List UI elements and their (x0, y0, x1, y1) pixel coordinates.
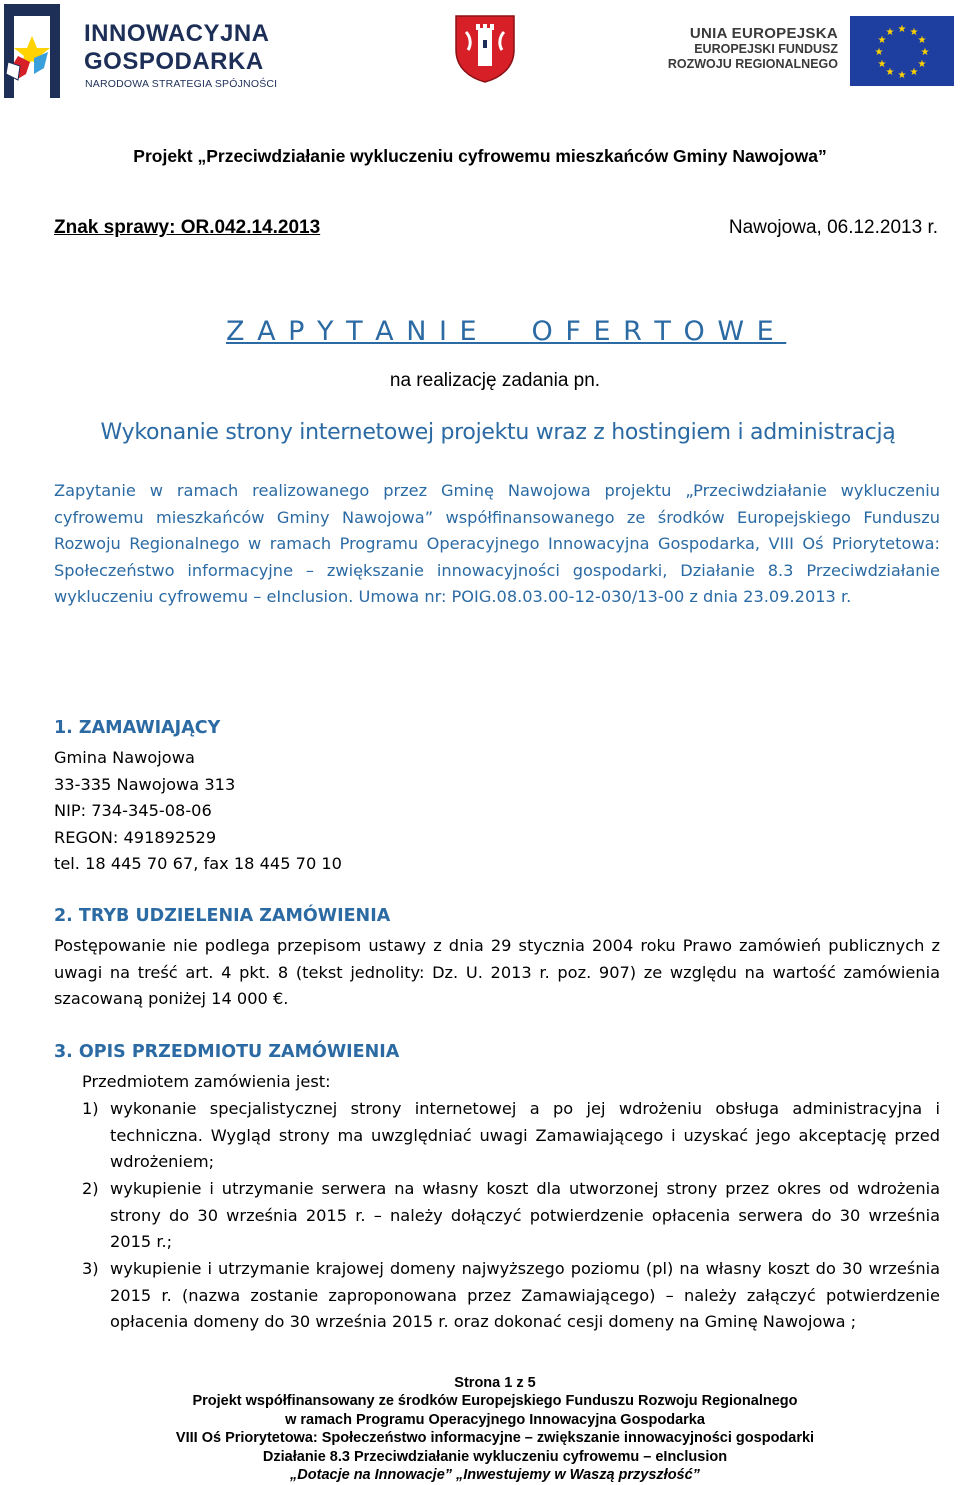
ig-logo-line3: NARODOWA STRATEGIA SPÓJNOŚCI (85, 78, 278, 90)
list-item-number: 3) (82, 1259, 99, 1278)
svg-text:★: ★ (897, 70, 907, 81)
svg-text:★: ★ (909, 27, 919, 38)
footer-line: Projekt współfinansowany ze środków Europejskiego Funduszu Rozwoju Regionalnego (192, 1393, 798, 1410)
footer-line: Działanie 8.3 Przeciwdziałanie wykluczeniu cyfrowemu – eInclusion (262, 1448, 728, 1465)
svg-text:★: ★ (885, 27, 895, 38)
contracting-party-line: Gmina Nawojowa (54, 748, 195, 767)
nawojowa-crest (452, 14, 518, 84)
svg-text:★: ★ (897, 24, 907, 35)
reference-value: OR.042.14.2013 (175, 217, 321, 238)
list-item (82, 1256, 940, 1336)
reference-number (54, 217, 320, 239)
page-footer (0, 1374, 960, 1484)
section-3-heading: 3. OPIS PRZEDMIOTU ZAMÓWIENIA (54, 1042, 400, 1062)
svg-text:★: ★ (909, 67, 919, 78)
footer-slogans: „Dotacje na Innowacje” „Inwestujemy w Waszą przyszłość” (290, 1467, 700, 1484)
eu-logo-text (668, 25, 838, 72)
svg-text:★: ★ (874, 47, 884, 58)
svg-text:★: ★ (920, 47, 930, 58)
list-item-number: 2) (82, 1179, 99, 1198)
ig-logo-line2: GOSPODARKA (84, 48, 264, 75)
task-title: Wykonanie strony internetowej projektu wraz z hostingiem i administracją (100, 420, 896, 445)
list-item (82, 1176, 940, 1256)
svg-text:★: ★ (877, 59, 887, 70)
footer-line: VIII Oś Priorytetowa: Społeczeństwo informacyjne – zwiększanie innowacyjności gospodarki (175, 1430, 815, 1447)
list-item-text: wykonanie specjalistycznej strony internetowej a po jej wdrożeniu obsługa administracyjna i techniczna. Wygląd strony ma uwzględniać uwagi Zamawiającego i uzyskać jego akceptację przed wdrożeniem; (110, 1099, 940, 1172)
reference-label: Znak sprawy: (54, 217, 176, 238)
list-item-text: wykupienie i utrzymanie serwera na własny koszt dla utworzonej strony przez okres od wdrożenia strony do 30 września 2015 r. – należy dołączyć potwierdzenie opłacenia serwera do 30 września 2015 r.; (110, 1179, 940, 1252)
list-item-number: 1) (82, 1099, 99, 1118)
svg-text:★: ★ (885, 67, 895, 78)
intro-paragraph: Zapytanie w ramach realizowanego przez Gminę Nawojowa projektu „Przeciwdziałanie wykluczeniu cyfrowemu mieszkańców Gminy Nawojowa” współfinansowanego ze środków Europejskiego Funduszu Rozwoju Regionalnego w ramach Programu Operacyjnego Innowacyjna Gospodarka, VIII Oś Priorytetowa: Społeczeństwo informacyjne – zwiększanie innowacyjności gospodarki, Działanie 8.3 Przeciwdziałanie wykluczeniu cyfrowemu – eInclusion. Umowa nr: POIG.08.03.00-12-030/13-00 z dnia 23.09.2013 r. (54, 481, 940, 607)
section-2-heading: 2. TRYB UDZIELENIA ZAMÓWIENIA (54, 906, 391, 926)
section-1-heading: 1. ZAMAWIAJĄCY (54, 718, 221, 738)
page-number: Strona 1 z 5 (454, 1375, 536, 1391)
svg-text:★: ★ (917, 59, 927, 70)
crest-icon (452, 14, 518, 84)
eu-logo-line1: UNIA EUROPEJSKA (689, 25, 838, 42)
contracting-party-line: tel. 18 445 70 67, fax 18 445 70 10 (54, 854, 342, 874)
document-subtitle: na realizację zadania pn. (389, 370, 601, 391)
section-2-text: Postępowanie nie podlega przepisom ustawy z dnia 29 stycznia 2004 roku Prawo zamówień publicznych z uwagi na treść art. 4 pkt. 8 (tekst jednolity: Dz. U. 2013 r. poz. 907) ze względu na wartość zamówienia szacowaną poniżej 14 000 €. (54, 936, 940, 1009)
contracting-party-line: NIP: 734-345-08-06 (54, 801, 212, 821)
ig-logo-line1: INNOWACYJNA (84, 20, 270, 47)
eu-flag-icon (850, 16, 954, 86)
contracting-party-line: REGON: 491892529 (54, 827, 217, 847)
list-item (82, 1096, 940, 1176)
eu-flag (850, 16, 954, 86)
list-item-text: wykupienie i utrzymanie krajowej domeny najwyższego poziomu (pl) na własny koszt do 30 września 2015 r. (nazwa zostanie zaproponowana przez Zamawiającego) – należy załączyć potwierdzenie opłacenia domeny do 30 września 2015 r. oraz dokonać cesji domeny na Gminę Nawojowa ; (110, 1259, 940, 1332)
document-date: Nawojowa, 06.12.2013 r. (728, 217, 938, 238)
ig-star-icon (4, 4, 84, 102)
contracting-party-details (54, 745, 342, 878)
section-3-lead: Przedmiotem zamówienia jest: (82, 1072, 331, 1091)
footer-line: w ramach Programu Operacyjnego Innowacyjna Gospodarka (285, 1411, 705, 1428)
contracting-party-line: 33-335 Nawojowa 313 (54, 774, 236, 794)
document-title: Z A P Y T A N I E O F E R T O W E (226, 316, 787, 347)
svg-text:★: ★ (917, 35, 927, 46)
svg-text:★: ★ (877, 35, 887, 46)
project-title: Projekt „Przeciwdziałanie wykluczeniu cyfrowemu mieszkańców Gminy Nawojowa” (133, 146, 827, 166)
eu-logo-line3: ROZWOJU REGIONALNEGO (667, 57, 838, 71)
eu-logo-line2: EUROPEJSKI FUNDUSZ (694, 42, 838, 56)
